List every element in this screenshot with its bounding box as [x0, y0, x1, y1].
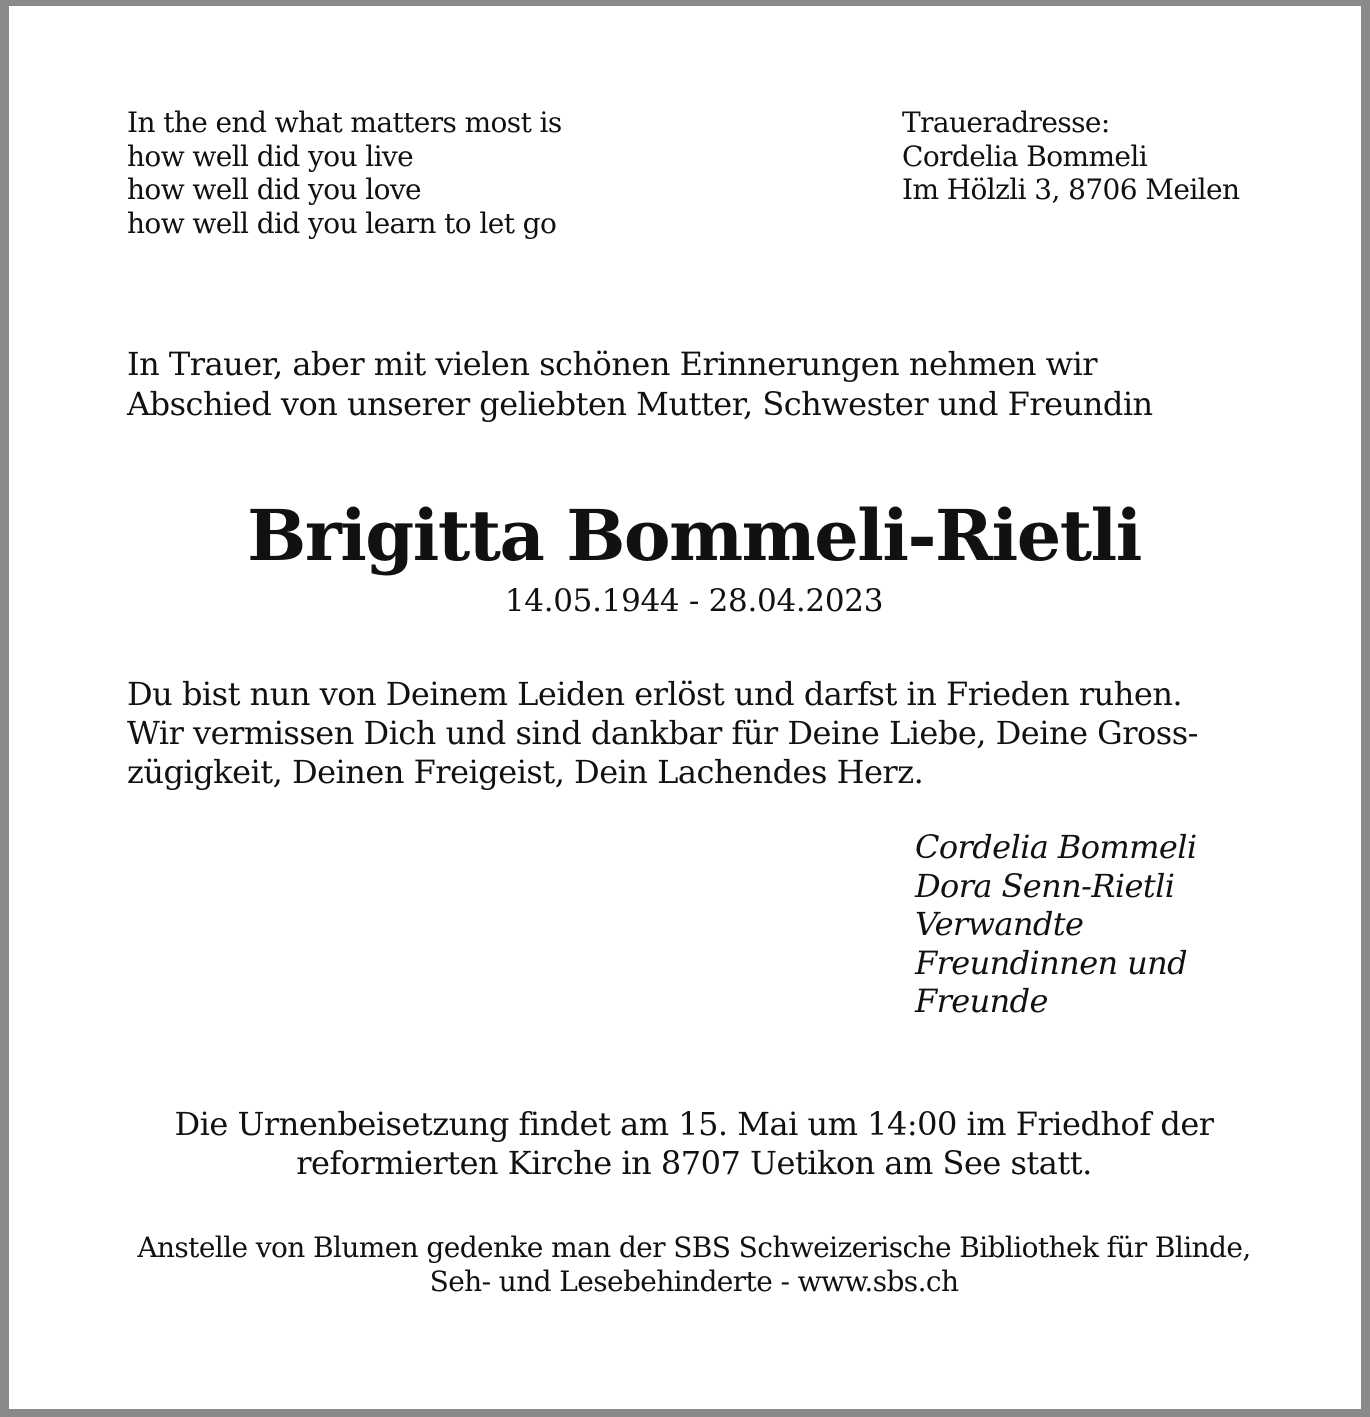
donation-line: Anstelle von Blumen gedenke man der SBS Schweizerische Bibliothek für Blinde,: [137, 1231, 1251, 1264]
mourner-name: Freundinnen und: [915, 943, 1188, 982]
mourner-name: Cordelia Bommeli: [915, 828, 1197, 866]
mourner-name: Verwandte: [915, 905, 1084, 943]
ceremony-line: reformierten Kirche in 8707 Uetikon am See statt.: [296, 1144, 1092, 1182]
poem-line: how well did you live: [127, 139, 414, 173]
farewell-message: [127, 675, 1198, 792]
poem-line: how well did you love: [127, 173, 422, 206]
intro-text: [127, 345, 1153, 424]
life-dates: 14.05.1944 - 28.04.2023: [504, 583, 884, 619]
mourning-address: [902, 106, 1239, 207]
mourner-name: Freunde: [915, 982, 1048, 1020]
poem-line: how well did you learn to let go: [127, 206, 557, 240]
intro-line: Abschied von unserer geliebten Mutter, Schwester und Freundin: [127, 384, 1153, 423]
address-street: Im Hölzli 3, 8706 Meilen: [902, 173, 1240, 206]
donation-note: [9, 1231, 1370, 1299]
address-heading: Traueradresse:: [902, 106, 1110, 139]
intro-line: In Trauer, aber mit vielen schönen Erinnerungen nehmen wir: [127, 345, 1098, 383]
message-line: Wir vermissen Dich und sind dankbar für Deine Liebe, Deine Gross-: [127, 714, 1198, 752]
address-name: Cordelia Bommeli: [902, 139, 1148, 173]
ceremony-line: Die Urnenbeisetzung findet am 15. Mai um 14:00 im Friedhof der: [174, 1105, 1214, 1143]
poem-quote: [127, 106, 562, 240]
ceremony-info: [9, 1105, 1370, 1183]
message-line: zügigkeit, Deinen Freigeist, Dein Lachendes Herz.: [127, 753, 924, 791]
donation-line: Seh- und Lesebehinderte - www.sbs.ch: [429, 1265, 959, 1298]
poem-line: In the end what matters most is: [127, 106, 562, 139]
mourner-name: Dora Senn-Rietli: [915, 866, 1175, 905]
message-line: Du bist nun von Deinem Leiden erlöst und darfst in Frieden ruhen.: [127, 675, 1183, 713]
deceased-name: Brigitta Bommeli-Rietli: [247, 494, 1141, 577]
mourners-list: [915, 828, 1196, 1021]
